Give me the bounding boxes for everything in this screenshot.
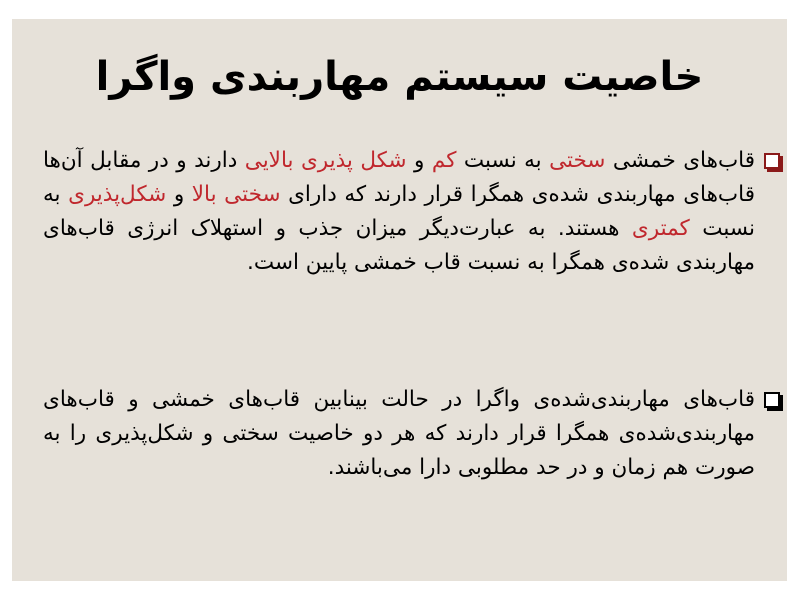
slide: [12, 19, 787, 581]
highlight-term-high-stiffness: سختی بالا: [191, 182, 281, 207]
text-run: قاب‌های خمشی: [605, 148, 756, 173]
hollow-square-bullet-icon: [764, 392, 780, 408]
hollow-square-bullet-icon: [764, 153, 780, 169]
text-run: دارند و در مقابل آن‌ها قاب‌های مهاربندی شده‌ی همگرا قرار دارند که دارای: [43, 148, 755, 207]
highlight-term-stiffness: سختی: [549, 148, 606, 173]
highlight-term-ductility: شکل‌پذیری: [68, 182, 167, 207]
bullet-paragraph-2: [43, 383, 755, 485]
slide-title: خاصیت سیستم مهاربندی واگرا: [95, 54, 704, 100]
bullet-paragraph-1: [43, 144, 755, 280]
bullet-2-text: قاب‌های مهاربندی‌شده‌ی واگرا در حالت بینابین قاب‌های خمشی و قاب‌های مهاربندی‌شده‌ی همگرا قرار دارند که هر دو خاصیت سختی و شکل‌پذیری را به صورت هم زمان و در حد مطلوبی دارا می‌باشند.: [43, 387, 755, 480]
text-run: به نسبت: [456, 148, 550, 173]
text-run: به نسبت: [43, 182, 755, 241]
highlight-term-high-ductility: شکل پذیری بالایی: [244, 148, 407, 173]
text-run: و: [166, 182, 192, 207]
text-run: هستند. به عبارت‌دیگر میزان جذب و استهلاک انرژی قاب‌های مهاربندی شده‌ی همگرا به نسبت قاب خمشی پایین است.: [43, 216, 755, 275]
text-run: و: [406, 148, 432, 173]
highlight-term-low: کم: [431, 148, 457, 173]
highlight-term-less: کمتری: [631, 216, 690, 241]
